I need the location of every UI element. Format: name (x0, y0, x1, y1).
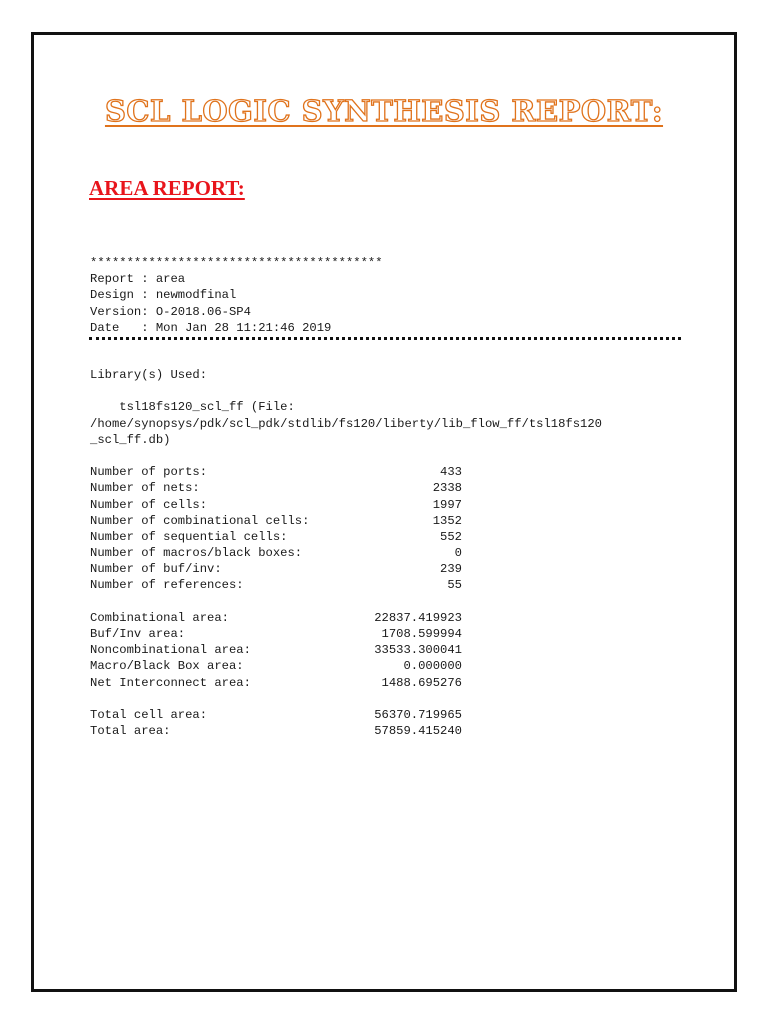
spacer (90, 691, 602, 707)
area-label: Buf/Inv area: (90, 627, 186, 641)
metric-row-sequential-cells (90, 529, 602, 545)
version-line: Version: O-2018.06-SP4 (90, 304, 251, 319)
metric-label: Number of nets: (90, 481, 200, 496)
metric-value: 55 (447, 578, 462, 593)
stars-line: **************************************** (90, 256, 383, 270)
library-file-line-3: _scl_ff.db) (90, 432, 171, 447)
total-row-total-area (90, 723, 602, 739)
area-report-heading: AREA REPORT: (89, 176, 245, 200)
area-value: 0.000000 (403, 659, 462, 674)
area-label: Combinational area: (90, 610, 229, 625)
total-row-cell-area (90, 707, 602, 723)
area-row-net-interconnect (90, 675, 602, 691)
metric-label: Number of sequential cells: (90, 529, 288, 544)
total-value: 57859.415240 (374, 724, 462, 739)
spacer (90, 448, 602, 464)
metric-row-combinational-cells (90, 513, 602, 529)
metric-row-cells (90, 497, 602, 513)
metric-value: 239 (440, 562, 462, 577)
metric-label: Number of buf/inv: (90, 562, 222, 577)
metric-value: 1997 (432, 497, 462, 512)
metric-value: 2338 (432, 481, 462, 496)
area-row-combinational (90, 610, 602, 626)
spacer (90, 594, 602, 610)
metric-value: 552 (440, 529, 462, 544)
area-label: Net Interconnect area: (90, 675, 251, 690)
library-file-line-2: /home/synopsys/pdk/scl_pdk/stdlib/fs120/liberty/lib_flow_ff/tsl18fs120 (90, 416, 602, 431)
metric-label: Number of combinational cells: (90, 513, 310, 528)
area-row-buf-inv (90, 626, 602, 642)
date-line: Date : Mon Jan 28 11:21:46 2019 (90, 320, 332, 335)
total-label: Total area: (90, 724, 171, 739)
metric-row-buf-inv (90, 561, 602, 577)
total-value: 56370.719965 (374, 707, 462, 722)
area-value: 22837.419923 (374, 610, 462, 625)
metric-label: Number of ports: (90, 465, 208, 480)
metric-row-references (90, 577, 602, 593)
area-row-noncombinational (90, 642, 602, 658)
library-heading: Library(s) Used: (90, 368, 208, 382)
area-label: Noncombinational area: (90, 643, 251, 658)
area-value: 33533.300041 (374, 643, 462, 658)
area-value: 1488.695276 (381, 675, 462, 690)
metric-label: Number of cells: (90, 497, 208, 512)
report-title: SCL LOGIC SYNTHESIS REPORT: (104, 94, 664, 128)
area-value: 1708.599994 (381, 627, 462, 641)
area-label: Macro/Black Box area: (90, 659, 244, 674)
metric-row-nets (90, 480, 602, 496)
report-body (90, 367, 602, 739)
metric-label: Number of macros/black boxes: (90, 546, 303, 561)
report-type-line: Report : area (90, 272, 186, 287)
area-row-macro-black-box (90, 658, 602, 674)
total-label: Total cell area: (90, 707, 208, 722)
spacer (90, 383, 602, 399)
report-header (90, 255, 383, 336)
metric-row-macros (90, 545, 602, 561)
metric-row-ports (90, 464, 602, 480)
metric-value: 433 (440, 465, 462, 480)
metric-value: 0 (454, 546, 462, 561)
dashed-divider (89, 337, 681, 340)
design-line: Design : newmodfinal (90, 288, 237, 303)
metric-label: Number of references: (90, 578, 244, 593)
metric-value: 1352 (432, 513, 462, 528)
library-file-line-1: tsl18fs120_scl_ff (File: (90, 400, 295, 415)
